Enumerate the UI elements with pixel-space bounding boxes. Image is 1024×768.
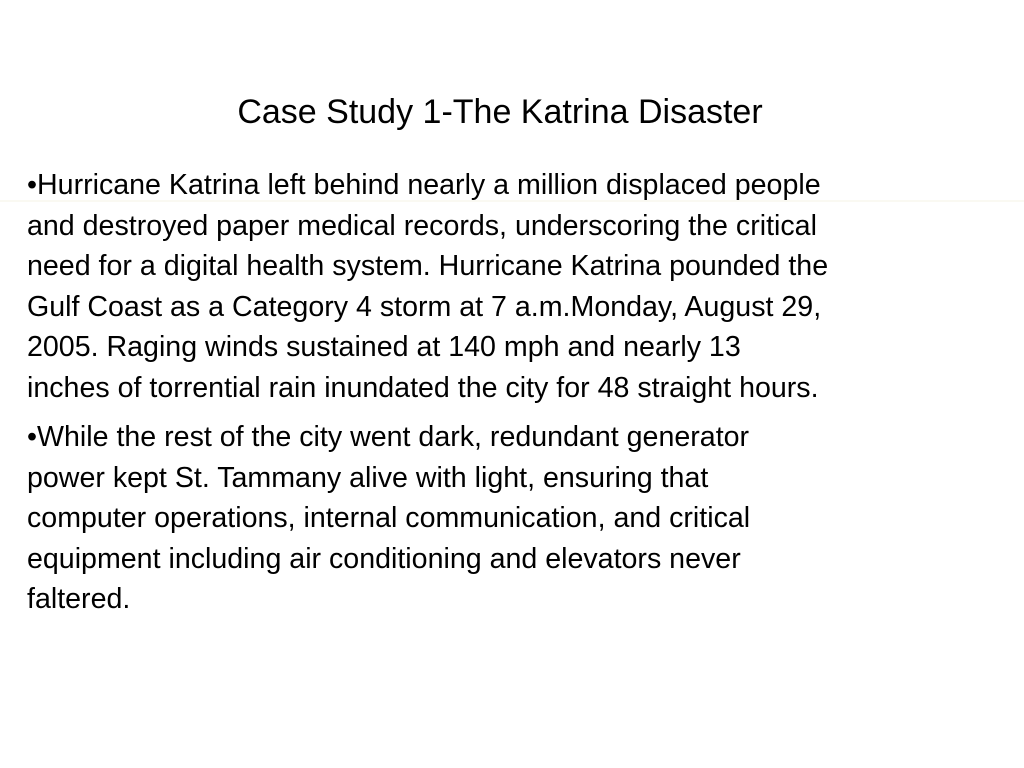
slide-title: Case Study 1-The Katrina Disaster [237, 93, 763, 131]
bullet-generator-power: •While the rest of the city went dark, redundant generator power kept St. Tammany alive with light, ensuring that computer operations, internal communication, and critical equipment including air conditioning and elevators never faltered. [27, 421, 751, 615]
bullet-katrina-impact: •Hurricane Katrina left behind nearly a million displaced people and destroyed paper medical records, underscoring the critical need for a digital health system. Hurricane Katrina pounded the Gulf Coast as a Category 4 storm at 7 a.m.Monday, August 29, 2005. Raging winds sustained at 140 mph and nearly 13 inches of torrential rain inundated the city for 48 straight hours. [27, 169, 829, 404]
bullet-list [27, 165, 1002, 629]
